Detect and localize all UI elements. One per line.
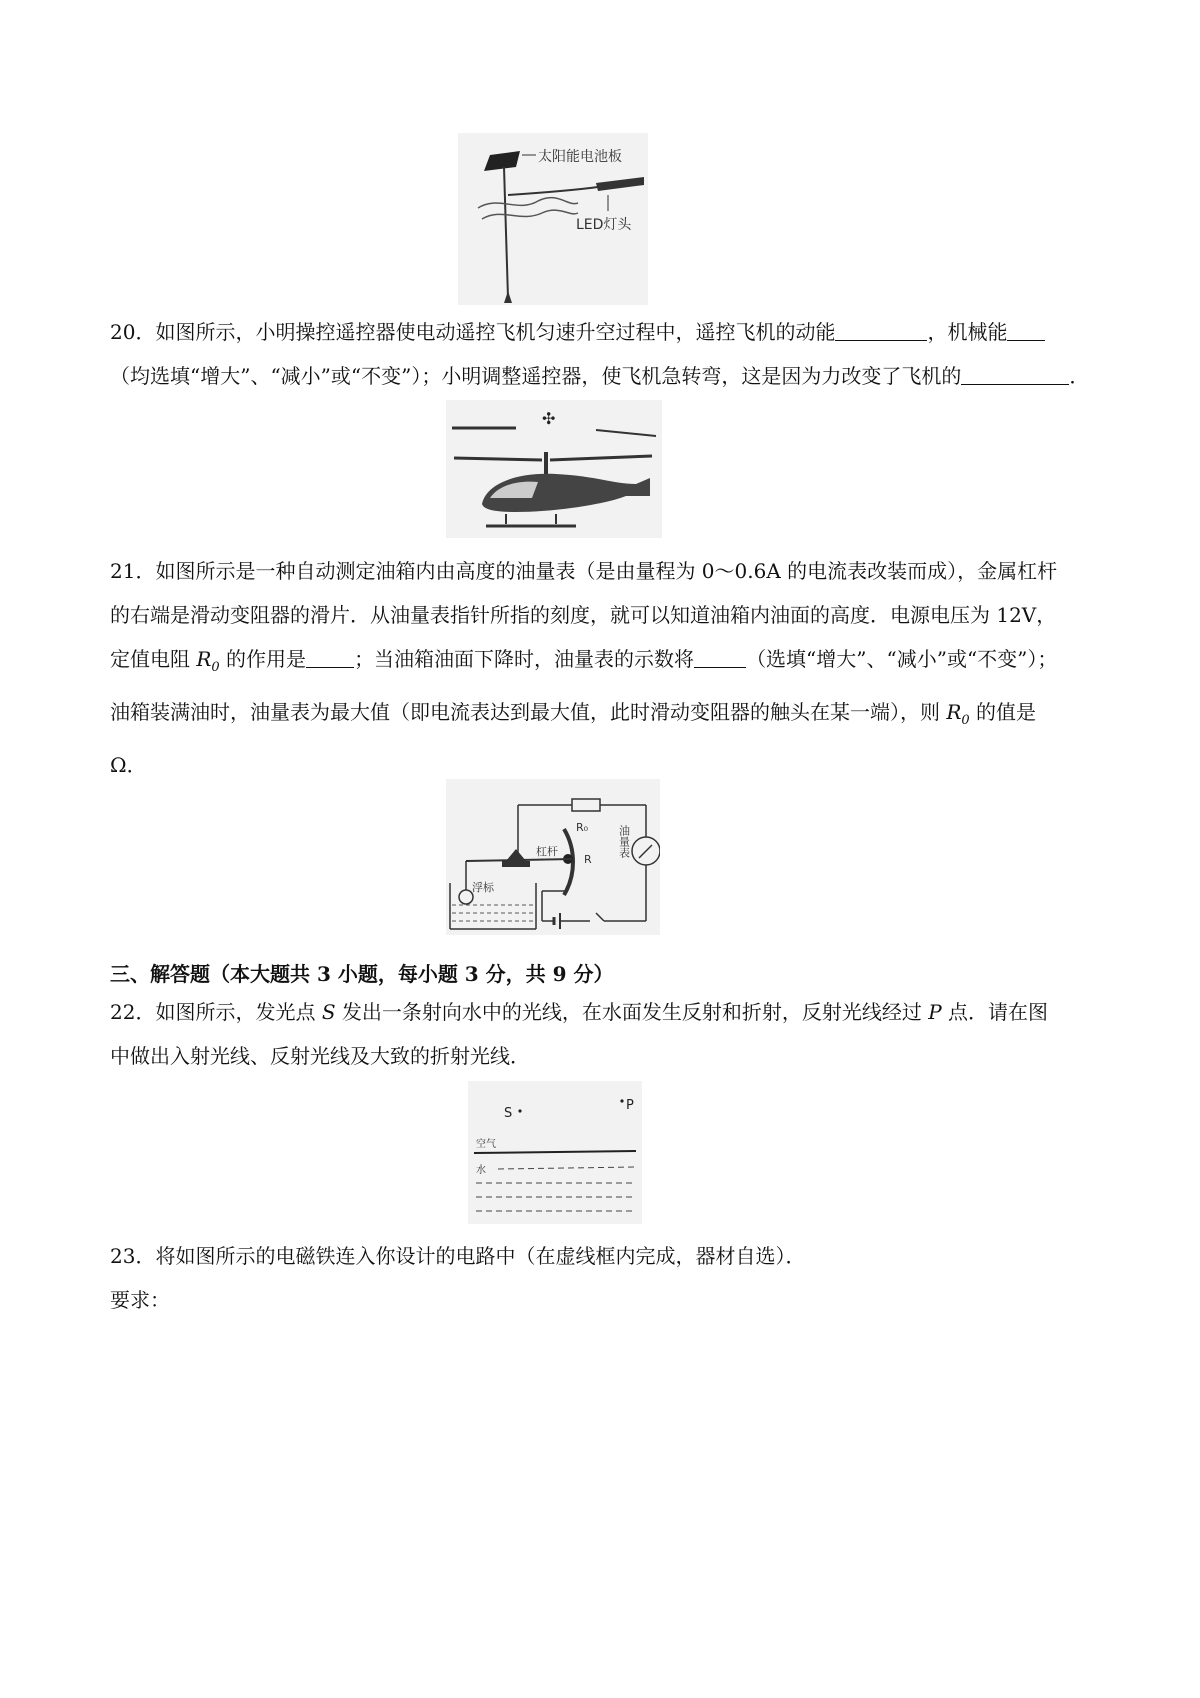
q22-line-2: 中做出入射光线、反射光线及大致的折射光线．	[110, 1044, 530, 1068]
point-p-label: P	[626, 1098, 634, 1113]
question-22	[110, 990, 1100, 1078]
svg-text:✣: ✣	[542, 409, 556, 428]
q21-text-b: 的作用是	[219, 647, 307, 671]
q22-text-a: 22．如图所示，发光点	[110, 1000, 322, 1024]
solar-lamp-figure	[458, 133, 648, 305]
q21-text-f: 的值是	[969, 700, 1037, 724]
q20-text-a: 20．如图所示，小明操控遥控器使电动遥控飞机匀速升空过程中，遥控飞机的动能	[110, 320, 836, 344]
meter-label: 油量表	[617, 825, 631, 858]
q20-blank-kinetic[interactable]	[835, 318, 927, 341]
q22-s-symbol: S	[321, 1000, 336, 1024]
q20-text-d: ．	[1069, 364, 1090, 388]
q22-p-symbol: P	[928, 1000, 942, 1024]
solar-panel-label: 太阳能电池板	[538, 149, 622, 165]
q21-blank-meter-change[interactable]	[694, 645, 746, 668]
rheostat-label: R	[584, 853, 592, 866]
q20-text-c: （均选填“增大”、“减小”或“不变”）；小明调整遥控器，使飞机急转弯，这是因为力改变了飞机的	[110, 364, 962, 388]
q21-line-2: 的右端是滑动变阻器的滑片．从油量表指针所指的刻度，就可以知道油箱内油面的高度．电源电压为 12V，	[110, 603, 1057, 627]
air-label: 空气	[476, 1139, 496, 1150]
q21-text-c: ；当油箱油面下降时，油量表的示数将	[354, 647, 695, 671]
q21-blank-r0-role[interactable]	[306, 645, 354, 668]
q20-blank-mechanical[interactable]	[1007, 318, 1045, 341]
q21-r0-symbol-2: $R_0$	[946, 700, 970, 728]
q21-text-d: （选填“增大”、“减小”或“不变”）；	[746, 647, 1058, 671]
q22-text-c: 点．请在图	[941, 1000, 1049, 1024]
q21-r0-symbol: $R_0$	[196, 647, 220, 675]
q21-text-a: 定值电阻	[110, 647, 197, 671]
q21-line-1: 21．如图所示是一种自动测定油箱内由高度的油量表（是由量程为 0～0.6A 的电流表改装而成），金属杠杆	[110, 559, 1058, 583]
q20-blank-motion-state[interactable]	[961, 362, 1069, 385]
q23-requirements: 要求：	[110, 1288, 170, 1312]
lever-label: 杠杆	[536, 845, 558, 858]
section-3-heading: 三、解答题（本大题共 3 小题，每小题 3 分，共 9 分）	[110, 962, 614, 986]
led-head-label: LED灯头	[576, 217, 632, 233]
float-label: 浮标	[472, 881, 494, 894]
question-21	[110, 549, 1100, 787]
q21-text-g: Ω．	[110, 753, 147, 777]
point-s-label: S	[504, 1106, 513, 1121]
water-label: 水	[476, 1165, 486, 1176]
r0-label: R₀	[576, 821, 589, 834]
q21-text-e: 油箱装满油时，油量表为最大值（即电流表达到最大值，此时滑动变阻器的触头在某一端），则	[110, 700, 947, 724]
oil-gauge-circuit-figure	[446, 779, 660, 935]
helicopter-figure	[446, 400, 662, 538]
question-20	[110, 310, 1100, 398]
q20-text-b: ，机械能	[927, 320, 1008, 344]
q22-text-b: 发出一条射向水中的光线，在水面发生反射和折射，反射光线经过	[335, 1000, 929, 1024]
light-refraction-figure	[468, 1081, 642, 1224]
question-23: 23．将如图所示的电磁铁连入你设计的电路中（在虚线框内完成，器材自选）．	[110, 1244, 806, 1268]
